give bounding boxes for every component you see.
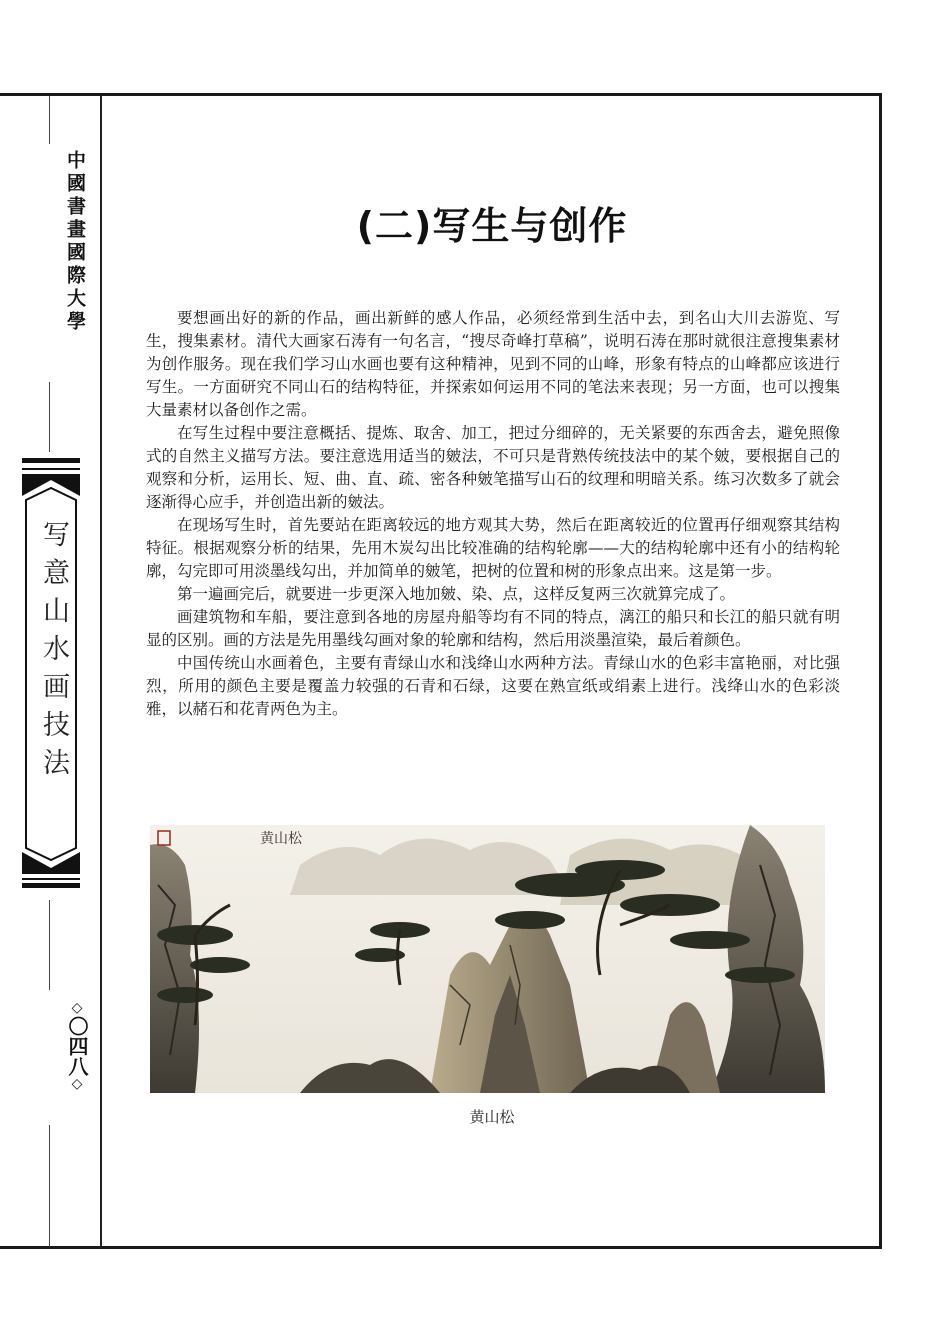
huangshan-pine-painting <box>150 825 825 1093</box>
body-text <box>146 307 840 721</box>
diamond-icon: ◇ <box>69 1076 85 1092</box>
series-title: 中國書畫國際大學 <box>64 150 86 334</box>
paragraph: 中国传统山水画着色，主要有青绿山水和浅绛山水两种方法。青绿山水的色彩丰富艳丽，对比强烈，所用的颜色主要是覆盖力较强的石青和石绿，这要在熟宣纸或绢素上进行。浅绛山水的色彩淡雅，以赭石和花青两色为主。 <box>146 654 840 718</box>
paragraph: 第一遍画完后，就要进一步更深入地加皴、染、点，这样反复两三次就算完成了。 <box>177 585 736 603</box>
banner-rule-bottom-thin <box>22 878 80 880</box>
paragraph: 在写生过程中要注意概括、提炼、取舍、加工，把过分细碎的，无关紧要的东西舍去，避免照像式的自然主义描写方法。要注意选用适当的皴法，不可只是背熟传统技法中的某个皴，要根据自己的观察和分析，运用长、短、曲、直、疏、密各种皴笔描写山石的纹理和明暗关系。练习次数多了就会逐渐得心应手，并创造出新的皴法。 <box>146 424 840 511</box>
sidebar-rule-top <box>49 96 50 144</box>
book-title: 写意山水画技法 <box>38 520 69 786</box>
paragraph: 在现场写生时，首先要站在距离较远的地方观其大势，然后在距离较近的位置再仔细观察其结构特征。根据观察分析的结果，先用木炭勾出比较准确的结构轮廓——大的结构轮廓中还有小的结构轮廓，勾完即可用淡墨线勾出，并加简单的皴笔，把树的位置和树的形象点出来。这是第一步。 <box>146 516 840 580</box>
page-number-text: 〇四八 <box>65 1016 89 1076</box>
banner-rule-top-thin <box>22 468 80 470</box>
sidebar-rule-lower <box>49 900 50 990</box>
sidebar-divider <box>100 96 102 1248</box>
banner-rule-top <box>22 458 80 463</box>
sidebar-rule-bottom <box>49 1125 50 1247</box>
banner-rule-bottom <box>22 883 80 888</box>
diamond-icon: ◇ <box>69 1000 85 1016</box>
section-title: (二)写生与创作 <box>356 204 628 248</box>
landscape-painting <box>150 825 825 1093</box>
page-number <box>62 1000 90 1092</box>
sidebar-rule-mid <box>49 382 50 452</box>
paragraph: 画建筑物和车船，要注意到各地的房屋舟船等均有不同的特点，漓江的船只和长江的船只就有明显的区别。画的方法是先用墨线勾画对象的轮廓和结构，然后用淡墨渲染，最后着颜色。 <box>146 608 840 649</box>
paragraph: 要想画出好的新的作品，画出新鲜的感人作品，必须经常到生活中去，到名山大川去游览、写生，搜集素材。清代大画家石涛有一句名言，“搜尽奇峰打草稿”，说明石涛在那时就很注意搜集素材为创作服务。现在我们学习山水画也要有这种精神，见到不同的山峰，形象有特点的山峰都应该进行写生。一方面研究不同山石的结构特征，并探索如何运用不同的笔法来表现；另一方面，也可以搜集大量素材以备创作之需。 <box>146 309 840 419</box>
painting-inscription: 黄山松 <box>260 831 302 847</box>
figure-caption: 黄山松 <box>469 1108 515 1126</box>
